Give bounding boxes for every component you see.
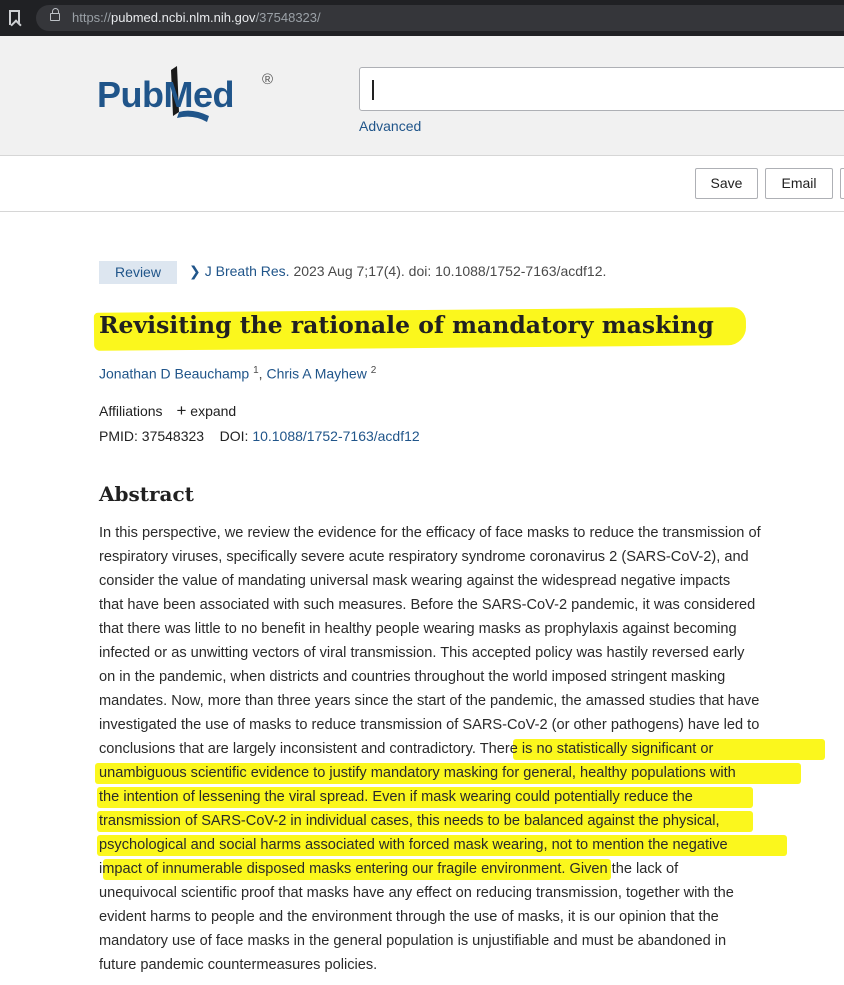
chevron-right-icon[interactable]: ❯ [189, 263, 201, 279]
publication-type-badge: Review [99, 261, 177, 284]
abstract-line: unambiguous scientific evidence to justify mandatory masking for general, healthy populations with [99, 761, 824, 785]
abstract-line: consider the value of mandating universal mask wearing against the widespread negative impacts [99, 573, 731, 589]
abstract-line: transmission of SARS-CoV-2 in individual cases, this needs to be balanced against the physical, [99, 809, 824, 833]
pubmed-logo[interactable] [97, 64, 287, 130]
abstract-line: psychological and social harms associated with forced mask wearing, not to mention the negative [99, 833, 824, 857]
citation [189, 263, 606, 280]
author-separator: , [258, 365, 263, 382]
abstract-line: that there was little to no benefit in healthy people wearing masks as prophylaxis against becoming [99, 621, 737, 637]
abstract-heading: Abstract [99, 482, 194, 506]
advanced-search-link[interactable]: Advanced [359, 118, 422, 134]
search-input[interactable] [359, 67, 844, 111]
abstract-line: In this perspective, we review the evidence for the efficacy of face masks to reduce the transmission of [99, 525, 761, 541]
author-link[interactable]: Chris A Mayhew [266, 365, 367, 382]
citation-details: 2023 Aug 7;17(4). doi: 10.1088/1752-7163/acdf12. [289, 263, 607, 279]
abstract-line: mandates. Now, more than three years since the start of the pandemic, the amassed studies that have [99, 693, 760, 709]
bookmark-icon[interactable] [9, 10, 20, 25]
article-title-block [96, 306, 714, 339]
article-identifiers [99, 428, 420, 444]
site-header [0, 36, 844, 156]
text-caret [372, 80, 374, 100]
lock-icon[interactable] [50, 13, 60, 21]
send-to-button[interactable] [840, 168, 844, 199]
article-title: Revisiting the rationale of mandatory masking [99, 311, 714, 339]
article-action-bar [0, 156, 844, 212]
abstract-line: future pandemic countermeasures policies. [99, 957, 378, 973]
abstract-line: investigated the use of masks to reduce transmission of SARS-CoV-2 (or other pathogens) have led to [99, 717, 760, 733]
abstract-line: mandatory use of face masks in the general population is unjustifiable and must be abandoned in [99, 933, 727, 949]
abstract-line: infected or as unwitting vectors of viral transmission. This accepted policy was hastily reversed early [99, 645, 745, 661]
author-link[interactable]: Jonathan D Beauchamp [99, 365, 250, 382]
affiliations-label: Affiliations [99, 403, 163, 419]
journal-link[interactable]: J Breath Res. [204, 263, 290, 279]
abstract-text [99, 521, 824, 977]
browser-toolbar [0, 0, 844, 36]
address-bar[interactable] [36, 5, 844, 31]
abstract-line: conclusions that are largely inconsistent and contradictory. There is no statistically significant or [99, 737, 824, 761]
abstract-line: impact of innumerable disposed masks entering our fragile environment. Given the lack of [99, 857, 824, 881]
expand-label: expand [190, 403, 237, 419]
address-url[interactable]: https://pubmed.ncbi.nlm.nih.gov/37548323/ [72, 10, 321, 25]
doi-label: DOI: [219, 428, 249, 444]
abstract-line: on in the pandemic, when districts and countries throughout the world imposed stringent masking [99, 669, 726, 685]
registered-mark: ® [262, 71, 274, 88]
affiliation-ref[interactable]: 1 [253, 365, 259, 376]
author-list [99, 365, 376, 382]
plus-icon: + [176, 401, 187, 420]
abstract-line: respiratory viruses, specifically severe acute respiratory syndrome coronavirus 2 (SARS-CoV-2), and [99, 549, 749, 565]
pmid: PMID: 37548323 [99, 428, 205, 444]
abstract-line: evident harms to people and the environment through the use of masks, it is our opinion that the [99, 909, 719, 925]
abstract-line: that have been associated with such measures. Before the SARS-CoV-2 pandemic, it was considered [99, 597, 756, 613]
affiliation-ref[interactable]: 2 [370, 365, 377, 376]
save-button[interactable]: Save [695, 168, 758, 199]
logo-text: PubMed [97, 74, 234, 115]
abstract-line: unequivocal scientific proof that masks have any effect on reducing transmission, together with the [99, 885, 734, 901]
abstract-line: the intention of lessening the viral spread. Even if mask wearing could potentially reduce the [99, 785, 824, 809]
doi-link[interactable]: 10.1088/1752-7163/acdf12 [252, 428, 420, 444]
email-button[interactable]: Email [765, 168, 833, 199]
affiliations-toggle[interactable] [99, 401, 236, 421]
